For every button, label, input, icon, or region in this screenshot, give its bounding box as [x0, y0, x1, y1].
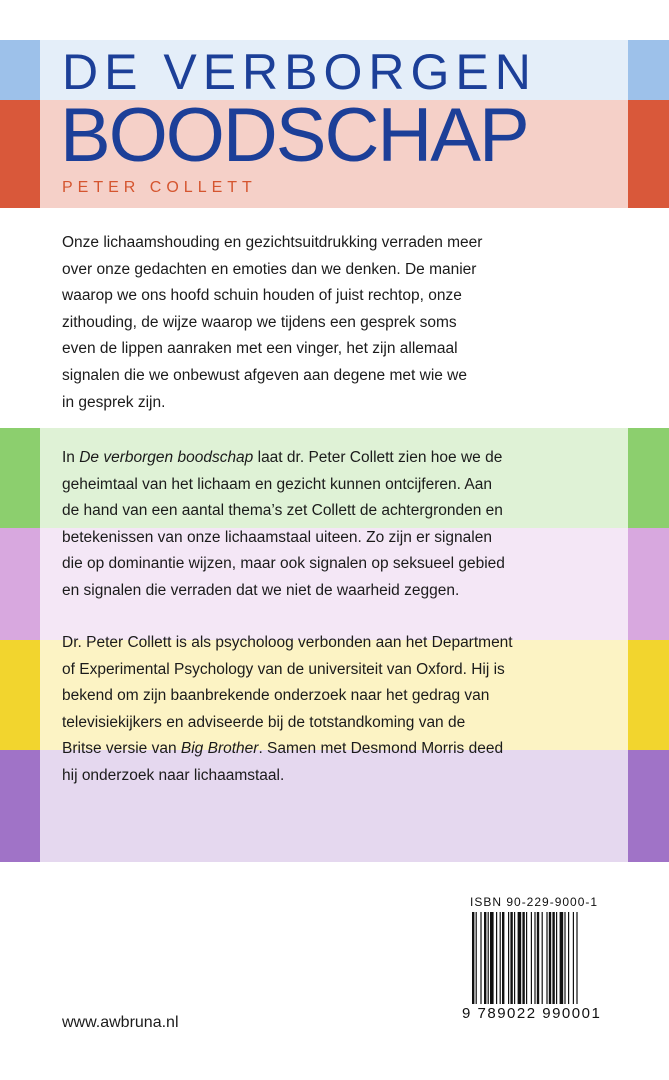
barcode-bar: [488, 912, 489, 1004]
barcode-bar: [496, 912, 497, 1004]
barcode-bar: [484, 912, 486, 1004]
barcode-bar: [500, 912, 501, 1004]
author-name: PETER COLLETT: [62, 179, 257, 196]
paragraph-line: geheimtaal van het lichaam en gezicht kunnen ontcijferen. Aan: [62, 475, 492, 493]
barcode-bar: [510, 912, 512, 1004]
paragraph-line: de hand van een aantal thema’s zet Collett de achtergronden en: [62, 502, 503, 520]
paragraph-intro: [62, 230, 622, 416]
title-line-1: DE VERBORGEN: [62, 44, 537, 100]
paragraph-line: over onze gedachten en emoties dan we denken. De manier: [62, 260, 477, 278]
barcode-bar: [564, 912, 565, 1004]
barcode-bar: [526, 912, 527, 1004]
barcode-bar: [556, 912, 557, 1004]
paragraph-book-summary: [62, 445, 622, 605]
paragraph-line: waarop we ons hoofd schuin houden of juist rechtop, onze: [62, 287, 462, 305]
barcode-bar: [573, 912, 574, 1004]
barcode-bar: [490, 912, 494, 1004]
paragraph-line: betekenissen van onze lichaamstaal uiteen. Zo zijn er signalen: [62, 528, 492, 546]
paragraph-line: even de lippen aanraken met een vinger, het zijn allemaal: [62, 340, 458, 358]
barcode-bar: [518, 912, 522, 1004]
paragraph-line: zithouding, de wijze waarop we tijdens een gesprek soms: [62, 313, 457, 331]
barcode-bar: [546, 912, 547, 1004]
paragraph-line: hij onderzoek naar lichaamstaal.: [62, 766, 285, 784]
paragraph-line: signalen die we onbewust afgeven aan degene met wie we: [62, 366, 467, 384]
barcode-bar: [534, 912, 535, 1004]
paragraph-line: televisiekijkers en adviseerde bij de totstandkoming van de: [62, 713, 466, 731]
barcode-bar: [537, 912, 539, 1004]
barcode-image: [470, 912, 626, 1004]
barcode-bar: [508, 912, 509, 1004]
paragraph-line: en signalen die verraden dat we niet de waarheid zeggen.: [62, 581, 460, 599]
paragraph-line: in gesprek zijn.: [62, 393, 166, 411]
isbn-label: ISBN 90-229-9000-1: [470, 895, 599, 909]
paragraph-line: die op dominantie wijzen, maar ook signalen op seksueel gebied: [62, 555, 505, 573]
show-title-italic: Big Brother: [180, 740, 259, 758]
barcode-bar: [576, 912, 577, 1004]
barcode-bar: [502, 912, 504, 1004]
barcode-bar: [480, 912, 481, 1004]
paragraph-line: bekend om zijn baanbrekende onderzoek naar het gedrag van: [62, 687, 490, 705]
paragraph-line: Onze lichaamshouding en gezichtsuitdrukking verraden meer: [62, 234, 483, 251]
barcode-bar: [472, 912, 474, 1004]
barcode-bar: [542, 912, 543, 1004]
barcode-bar: [531, 912, 532, 1004]
barcode-bar: [560, 912, 564, 1004]
barcode-bar: [476, 912, 477, 1004]
barcode-bar: [514, 912, 515, 1004]
publisher-website: www.awbruna.nl: [62, 1014, 179, 1031]
barcode-bar: [549, 912, 551, 1004]
paragraph-line: of Experimental Psychology van de universiteit van Oxford. Hij is: [62, 660, 505, 678]
paragraph-line: Dr. Peter Collett is als psycholoog verbonden aan het Department: [62, 634, 513, 651]
barcode-number: 9 789022 990001: [462, 1005, 602, 1022]
barcode-bar: [552, 912, 554, 1004]
paragraph-line: Britse versie van Big Brother. Samen met Desmond Morris deed: [62, 740, 504, 758]
title-line-2: BOODSCHAP: [60, 93, 528, 178]
paragraph-line: In De verborgen boodschap laat dr. Peter Collett zien hoe we de: [62, 449, 503, 466]
barcode-bar: [522, 912, 524, 1004]
book-title-italic: De verborgen boodschap: [79, 449, 254, 466]
barcode-bar: [568, 912, 569, 1004]
paragraph-author-bio: [62, 630, 622, 790]
